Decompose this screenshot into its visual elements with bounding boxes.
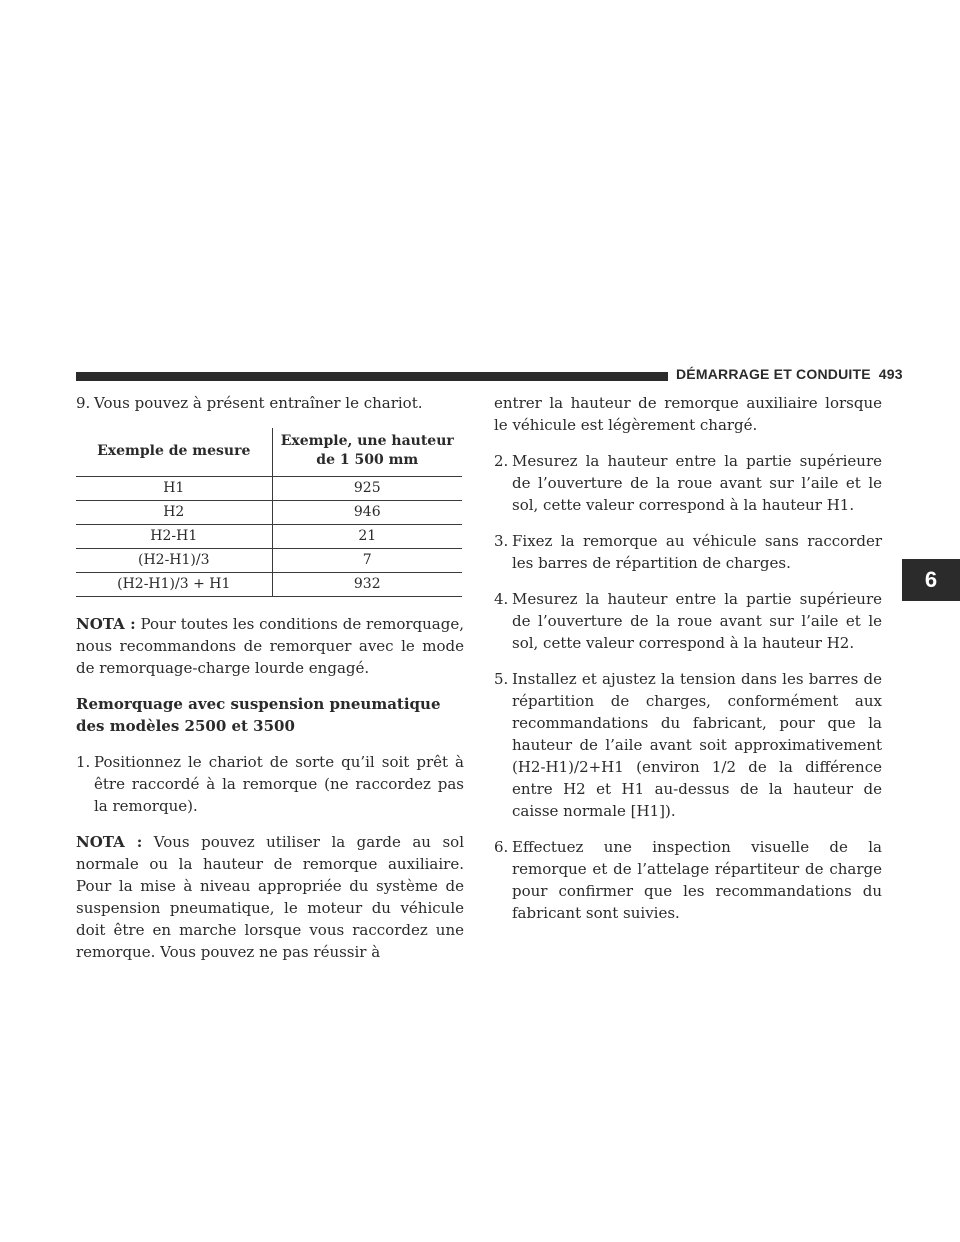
step-number: 1. <box>76 753 91 771</box>
table-row <box>76 477 462 501</box>
table-cell: (H2-H1)/3 <box>76 549 272 573</box>
step-number: 5. <box>494 670 509 688</box>
step-number: 2. <box>494 452 509 470</box>
step-6 <box>494 836 882 924</box>
step-text: Mesurez la hauteur entre la partie supérieure de l’ouverture de la roue avant sur l’aile et le sol, cette valeur correspond à la hauteur H2. <box>512 590 882 652</box>
right-column <box>494 392 882 938</box>
chapter-tab: 6 <box>902 559 960 601</box>
table-cell: 21 <box>272 525 462 549</box>
measurement-table <box>76 428 462 597</box>
header-rule <box>76 372 668 381</box>
step-number: 9. <box>76 394 91 412</box>
table-row <box>76 525 462 549</box>
table-cell: 7 <box>272 549 462 573</box>
step-number: 4. <box>494 590 509 608</box>
step-4 <box>494 588 882 654</box>
step-text: Effectuez une inspection visuelle de la remorque et de l’attelage répartiteur de charge pour confirmer que les recommandations du fabricant sont suivies. <box>512 838 882 922</box>
step-number: 6. <box>494 838 509 856</box>
step-9 <box>76 392 464 414</box>
table-header-row <box>76 428 462 477</box>
table-cell: 946 <box>272 501 462 525</box>
table-cell: H2 <box>76 501 272 525</box>
step-text: Installez et ajustez la tension dans les barres de répartition de charges, conformément aux recommandations du fabricant, pour que la hauteur de l’aile avant soit approximativement (H2-H1)/2+H1 (environ 1/2 de la différence entre H2 et H1 au-dessus de la hauteur de caisse normale [H1]). <box>512 670 882 820</box>
step-1 <box>76 751 464 817</box>
table-cell: H2-H1 <box>76 525 272 549</box>
step-3 <box>494 530 882 574</box>
section-title: DÉMARRAGE ET CONDUITE <box>676 366 871 382</box>
running-header <box>676 366 903 382</box>
step-text: Fixez la remorque au véhicule sans raccorder les barres de répartition de charges. <box>512 532 882 572</box>
table-row <box>76 549 462 573</box>
left-column <box>76 392 464 977</box>
note-paragraph <box>76 613 464 679</box>
table-row <box>76 501 462 525</box>
table-row <box>76 573 462 597</box>
step-5 <box>494 668 882 822</box>
note-label: NOTA : <box>76 615 136 633</box>
table-cell: H1 <box>76 477 272 501</box>
step-text: Vous pouvez à présent entraîner le chariot. <box>94 394 423 412</box>
table-cell: 925 <box>272 477 462 501</box>
step-number: 3. <box>494 532 509 550</box>
column-header: Exemple, une hauteur de 1 500 mm <box>272 428 462 477</box>
continuation-paragraph: entrer la hauteur de remorque auxiliaire lorsque le véhicule est légèrement chargé. <box>494 394 882 434</box>
step-2 <box>494 450 882 516</box>
section-heading: Remorquage avec suspension pneumatique des modèles 2500 et 3500 <box>76 695 441 735</box>
step-text: Mesurez la hauteur entre la partie supérieure de l’ouverture de la roue avant sur l’aile et le sol, cette valeur correspond à la hauteur H1. <box>512 452 882 514</box>
note-text: Pour toutes les conditions de remorquage, nous recommandons de remorquer avec le mode de remorquage-charge lourde engagé. <box>76 615 464 677</box>
table-cell: (H2-H1)/3 + H1 <box>76 573 272 597</box>
table-cell: 932 <box>272 573 462 597</box>
page-number: 493 <box>878 366 903 382</box>
column-header: Exemple de mesure <box>76 428 272 477</box>
note-label: NOTA : <box>76 833 143 851</box>
step-text: Positionnez le chariot de sorte qu’il soit prêt à être raccordé à la remorque (ne raccordez pas la remorque). <box>94 753 464 815</box>
note-paragraph <box>76 831 464 963</box>
note-text: Vous pouvez utiliser la garde au sol normale ou la hauteur de remorque auxiliaire. Pour la mise à niveau appropriée du système de suspension pneumatique, le moteur du véhicule doit être en marche lorsque vous raccordez une remorque. Vous pouvez ne pas réussir à <box>76 833 464 961</box>
